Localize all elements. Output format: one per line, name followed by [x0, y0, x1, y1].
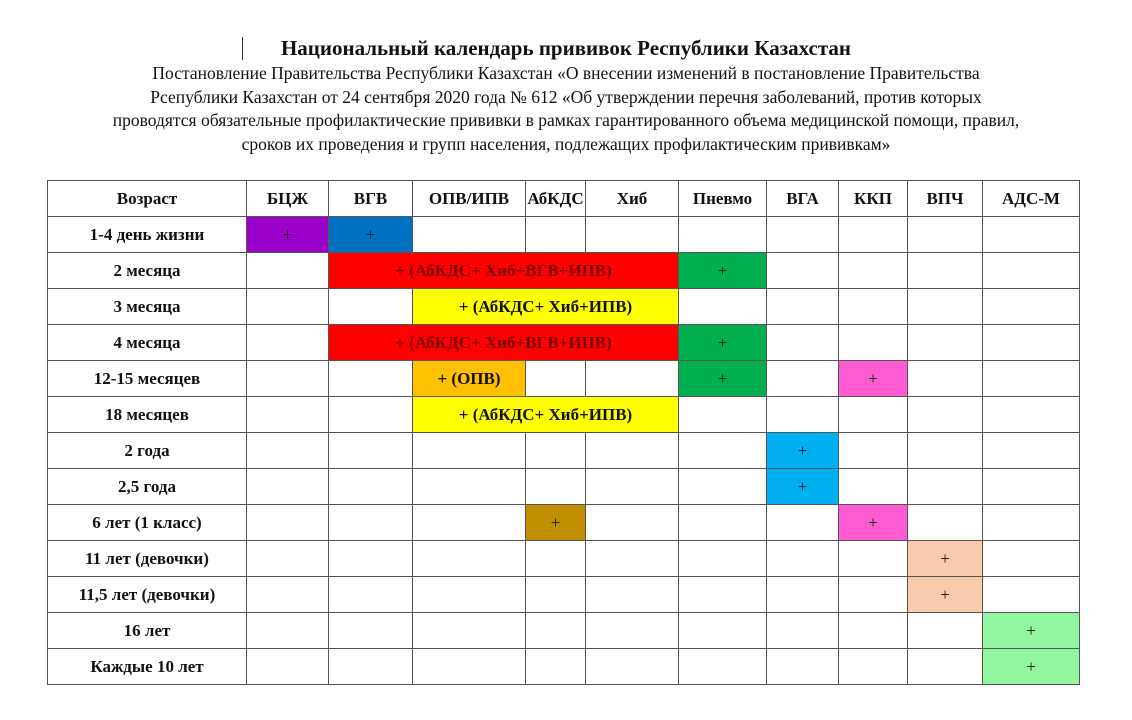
age-cell: 16 лет — [48, 613, 247, 649]
subtitle-line: проводятся обязательные профилактические прививки в рамках гарантированного объема медицинской помощи, правил, — [112, 110, 1020, 130]
header-tdm: АДС-М — [983, 181, 1080, 217]
pneumo-cell: + — [679, 253, 767, 289]
age-cell: 11 лет (девочки) — [48, 541, 247, 577]
hepa-cell: + — [767, 469, 839, 505]
hpv-cell: + — [908, 577, 983, 613]
hpv-cell: + — [908, 541, 983, 577]
header-dtap: АбКДС — [526, 181, 586, 217]
header-opv-ipv: ОПВ/ИПВ — [413, 181, 526, 217]
dtap-cell: + — [526, 505, 586, 541]
header-hepb: ВГВ — [329, 181, 413, 217]
mmr-cell: + — [839, 361, 908, 397]
header-hib: Хиб — [586, 181, 679, 217]
age-cell: Каждые 10 лет — [48, 649, 247, 685]
subtitle-line: сроков их проведения и групп населения, подлежащих профилактическим прививкам» — [241, 133, 891, 154]
table-row — [48, 361, 1080, 397]
age-cell: 2,5 года — [48, 469, 247, 505]
table-row — [48, 649, 1080, 685]
table-row — [48, 325, 1080, 361]
pneumo-cell: + — [679, 361, 767, 397]
tdm-cell: + — [983, 649, 1080, 685]
hepb-cell: + — [329, 217, 413, 253]
subtitle-line: Постановление Правительства Республики Казахстан «О внесении изменений в постановление Правительства — [152, 63, 980, 83]
combo-vaccine-cell: + (АбКДС+ Хиб+ИПВ) — [413, 289, 679, 325]
age-cell: 2 месяца — [48, 253, 247, 289]
tdm-cell: + — [983, 613, 1080, 649]
document-subtitle — [0, 62, 1132, 156]
subtitle-line: Рсепублики Казахстан от 24 сентября 2020 года № 612 «Об утверждении перечня заболеваний, против которых — [150, 86, 982, 107]
table-row — [48, 577, 1080, 613]
table-row — [48, 505, 1080, 541]
age-cell: 4 месяца — [48, 325, 247, 361]
combo-vaccine-cell: + (АбКДС+ Хиб+ВГВ+ИПВ) — [329, 253, 679, 289]
header-pneumo: Пневмо — [679, 181, 767, 217]
age-cell: 18 месяцев — [48, 397, 247, 433]
header-bcg: БЦЖ — [247, 181, 329, 217]
combo-vaccine-cell: + (АбКДС+ Хиб+ИПВ) — [413, 397, 679, 433]
header-hpv: ВПЧ — [908, 181, 983, 217]
table-row — [48, 289, 1080, 325]
header-row — [48, 181, 1080, 217]
header-hepa: ВГА — [767, 181, 839, 217]
age-cell: 6 лет (1 класс) — [48, 505, 247, 541]
table-row — [48, 613, 1080, 649]
combo-vaccine-cell: + (АбКДС+ Хиб+ВГВ+ИПВ) — [329, 325, 679, 361]
table-row — [48, 469, 1080, 505]
hepa-cell: + — [767, 433, 839, 469]
document-title: Национальный календарь прививок Республики Казахстан — [280, 36, 852, 60]
table-row — [48, 397, 1080, 433]
table-row — [48, 217, 1080, 253]
header-age: Возраст — [48, 181, 247, 217]
age-cell: 11,5 лет (девочки) — [48, 577, 247, 613]
pneumo-cell: + — [679, 325, 767, 361]
mmr-cell: + — [839, 505, 908, 541]
age-cell: 1-4 день жизни — [48, 217, 247, 253]
opv-cell: + (ОПВ) — [413, 361, 526, 397]
vaccination-calendar-table — [47, 180, 1080, 685]
age-cell: 3 месяца — [48, 289, 247, 325]
table-row — [48, 253, 1080, 289]
table-row — [48, 433, 1080, 469]
age-cell: 2 года — [48, 433, 247, 469]
table-row — [48, 541, 1080, 577]
header-mmr: ККП — [839, 181, 908, 217]
bcg-cell: + — [247, 217, 329, 253]
age-cell: 12-15 месяцев — [48, 361, 247, 397]
